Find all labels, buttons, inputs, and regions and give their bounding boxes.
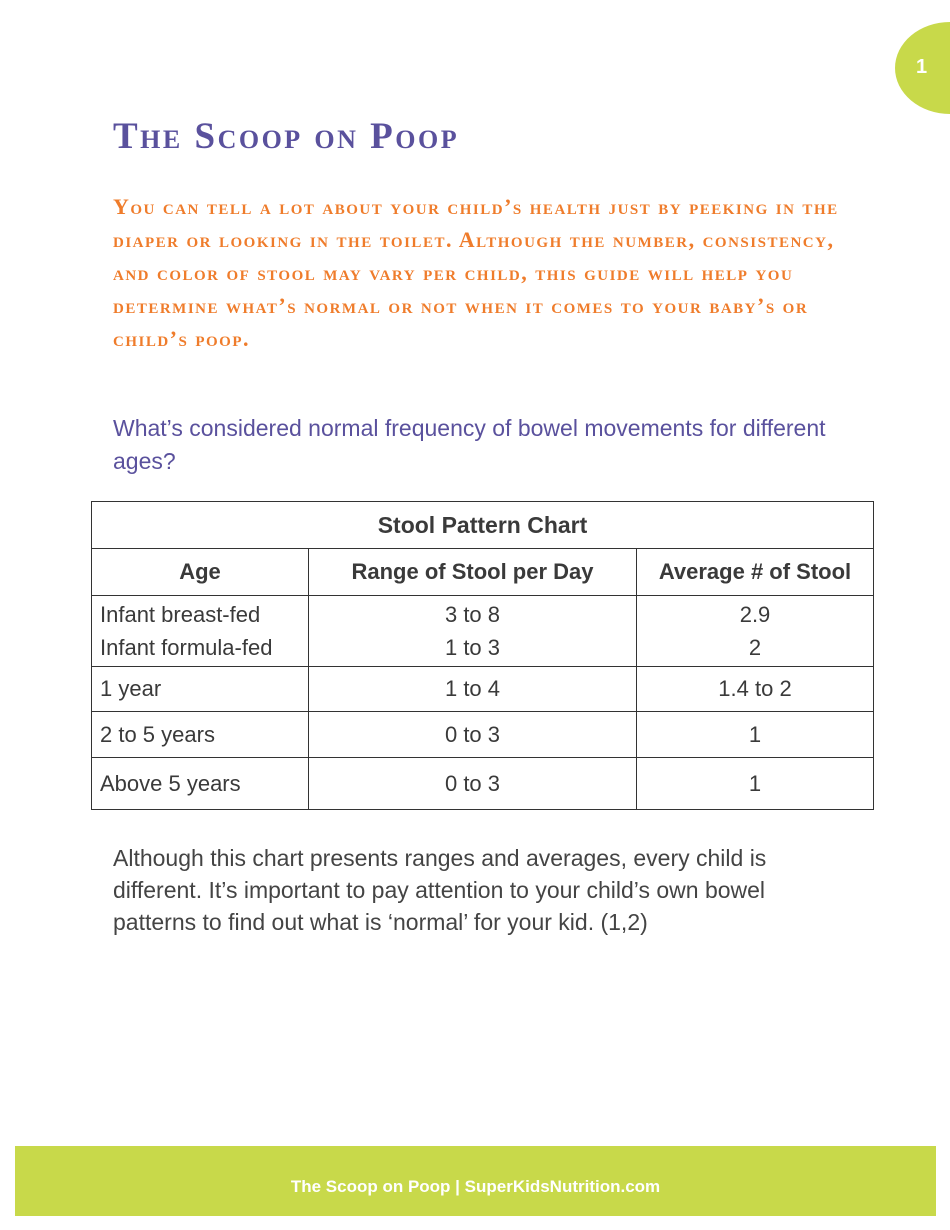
age-cell: Above 5 years: [92, 758, 309, 810]
average-cell: 1.4 to 2: [637, 667, 874, 712]
intro-paragraph: You can tell a lot about your child’s health just by peeking in the diaper or looking in the toilet. Although the number, consistency, and color of stool may vary per child, this guide will help you determine what’s normal or not when it comes to your baby’s or child’s poop.: [113, 194, 839, 351]
range-cell: 0 to 3: [309, 758, 637, 810]
page-title: The Scoop on Poop: [113, 116, 460, 157]
age-value: Infant breast-fed: [100, 602, 261, 627]
average-cell: 1: [637, 712, 874, 758]
table-row: [92, 758, 874, 810]
page-number: 1: [916, 56, 928, 78]
footer-text: The Scoop on Poop | SuperKidsNutrition.com: [290, 1177, 661, 1196]
chart-note: Although this chart presents ranges and averages, every child is different. It’s important to pay attention to your child’s own bowel patterns to find out what is ‘normal’ for your kid. (1,2): [113, 845, 767, 935]
average-value: 2.9: [739, 602, 771, 627]
range-value: 3 to 8: [444, 602, 501, 627]
footer-bar: [15, 1146, 936, 1216]
table-row: [92, 596, 874, 667]
table-row: [92, 712, 874, 758]
age-cell: 1 year: [92, 667, 309, 712]
stool-pattern-table: [91, 501, 874, 810]
age-cell: [92, 596, 309, 667]
header-average: Average # of Stool: [637, 549, 874, 596]
header-age: Age: [92, 549, 309, 596]
header-range: Range of Stool per Day: [309, 549, 637, 596]
range-cell: [309, 596, 637, 667]
table-caption-row: [92, 502, 874, 549]
age-value: Infant formula-fed: [100, 635, 273, 660]
range-cell: 1 to 4: [309, 667, 637, 712]
table-row: [92, 667, 874, 712]
age-cell: 2 to 5 years: [92, 712, 309, 758]
average-value: 2: [748, 635, 762, 660]
table-caption: Stool Pattern Chart: [92, 502, 874, 549]
average-cell: [637, 596, 874, 667]
range-cell: 0 to 3: [309, 712, 637, 758]
frequency-question: What’s considered normal frequency of bowel movements for different ages?: [113, 415, 826, 474]
table-header-row: [92, 549, 874, 596]
average-cell: 1: [637, 758, 874, 810]
range-value: 1 to 3: [444, 635, 501, 660]
